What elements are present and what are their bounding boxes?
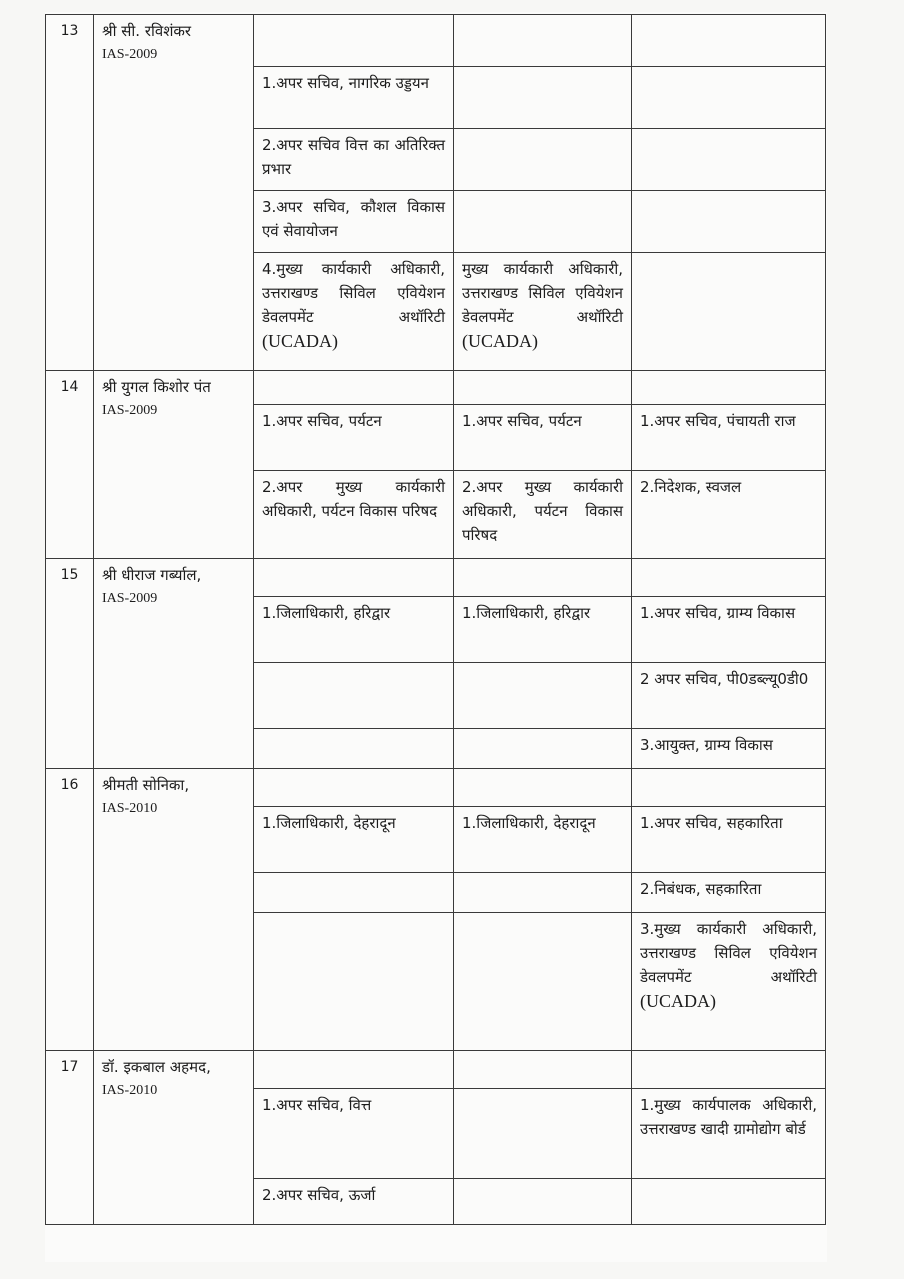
posting-text: 1.अपर सचिव, पर्यटन (262, 412, 382, 430)
current-posting-cell (254, 15, 454, 67)
current-posting-cell (254, 1179, 454, 1225)
new-posting-cell (454, 253, 632, 371)
posting-text: 1.जिलाधिकारी, हरिद्वार (262, 604, 391, 622)
table-row (46, 15, 826, 67)
serial-number-cell: 17 (46, 1051, 94, 1225)
new-posting-cell (454, 597, 632, 663)
posting-text: 3.आयुक्त, ग्राम्य विकास (640, 736, 773, 754)
posting-text: 3.अपर सचिव, कौशल विकास एवं सेवायोजन (262, 198, 445, 240)
posting-text: 1.अपर सचिव, सहकारिता (640, 814, 783, 832)
additional-posting-cell (632, 129, 826, 191)
new-posting-cell (454, 129, 632, 191)
additional-posting-cell (632, 1089, 826, 1179)
new-posting-cell (454, 67, 632, 129)
posting-text: 2 अपर सचिव, पी0डब्ल्यू0डी0 (640, 670, 809, 688)
new-posting-cell (454, 471, 632, 559)
officer-name: डॉ. इकबाल अहमद, (102, 1058, 211, 1076)
new-posting-cell (454, 1179, 632, 1225)
officer-name-cell (94, 1051, 254, 1225)
current-posting-cell (254, 1051, 454, 1089)
serial-number-cell: 14 (46, 371, 94, 559)
additional-posting-cell (632, 807, 826, 873)
posting-text: 1.अपर सचिव, नागरिक उड्डयन (262, 74, 429, 92)
current-posting-cell (254, 253, 454, 371)
additional-posting-cell (632, 15, 826, 67)
current-posting-cell (254, 471, 454, 559)
officer-posting-table (45, 14, 826, 1225)
service-batch: IAS-2010 (102, 1083, 158, 1098)
current-posting-cell (254, 913, 454, 1051)
new-posting-cell (454, 559, 632, 597)
table-row (46, 371, 826, 405)
posting-text: 1.मुख्य कार्यपालक अधिकारी, उत्तराखण्ड खादी ग्रामोद्योग बोर्ड (640, 1096, 817, 1138)
service-batch: IAS-2009 (102, 591, 158, 606)
current-posting-cell (254, 807, 454, 873)
ucada-acronym: (UCADA) (640, 991, 716, 1011)
new-posting-cell (454, 191, 632, 253)
posting-text: 1.अपर सचिव, ग्राम्य विकास (640, 604, 796, 622)
additional-posting-cell (632, 913, 826, 1051)
serial-number-cell: 15 (46, 559, 94, 769)
new-posting-cell (454, 663, 632, 729)
new-posting-cell (454, 371, 632, 405)
table-row (46, 559, 826, 597)
additional-posting-cell (632, 873, 826, 913)
service-batch: IAS-2010 (102, 801, 158, 816)
new-posting-cell (454, 913, 632, 1051)
additional-posting-cell (632, 769, 826, 807)
officer-name: श्री धीराज गर्ब्याल, (102, 566, 202, 584)
posting-text: 2.अपर सचिव वित्त का अतिरिक्त प्रभार (262, 136, 445, 178)
new-posting-cell (454, 1089, 632, 1179)
serial-number-cell: 13 (46, 15, 94, 371)
officer-name-cell (94, 559, 254, 769)
new-posting-cell (454, 807, 632, 873)
posting-text: 2.निबंधक, सहकारिता (640, 880, 762, 898)
new-posting-cell (454, 873, 632, 913)
current-posting-cell (254, 769, 454, 807)
current-posting-cell (254, 663, 454, 729)
current-posting-cell (254, 729, 454, 769)
additional-posting-cell (632, 1051, 826, 1089)
current-posting-cell (254, 1089, 454, 1179)
service-batch: IAS-2009 (102, 403, 158, 418)
posting-text: 2.अपर सचिव, ऊर्जा (262, 1186, 376, 1204)
additional-posting-cell (632, 191, 826, 253)
current-posting-cell (254, 597, 454, 663)
additional-posting-cell (632, 67, 826, 129)
posting-text: 3.मुख्य कार्यकारी अधिकारी, उत्तराखण्ड सिविल एवियेशन डेवलपमेंट अथॉरिटी (640, 920, 817, 986)
additional-posting-cell (632, 559, 826, 597)
officer-name: श्रीमती सोनिका, (102, 776, 190, 794)
officer-name-cell (94, 769, 254, 1051)
new-posting-cell (454, 769, 632, 807)
posting-text: 2.निदेशक, स्वजल (640, 478, 742, 496)
additional-posting-cell (632, 371, 826, 405)
posting-text: 1.अपर सचिव, वित्त (262, 1096, 372, 1114)
service-batch: IAS-2009 (102, 47, 158, 62)
current-posting-cell (254, 559, 454, 597)
additional-posting-cell (632, 663, 826, 729)
posting-text: 1.अपर सचिव, पर्यटन (462, 412, 582, 430)
posting-text: 1.जिलाधिकारी, हरिद्वार (462, 604, 591, 622)
new-posting-cell (454, 1051, 632, 1089)
current-posting-cell (254, 67, 454, 129)
new-posting-cell (454, 729, 632, 769)
current-posting-cell (254, 371, 454, 405)
additional-posting-cell (632, 597, 826, 663)
ucada-acronym: (UCADA) (262, 331, 338, 351)
new-posting-cell (454, 405, 632, 471)
additional-posting-cell (632, 729, 826, 769)
current-posting-cell (254, 405, 454, 471)
officer-name: श्री सी. रविशंकर (102, 22, 192, 40)
additional-posting-cell (632, 471, 826, 559)
table-row (46, 1051, 826, 1089)
serial-number-cell: 16 (46, 769, 94, 1051)
posting-text: 1.जिलाधिकारी, देहरादून (262, 814, 396, 832)
current-posting-cell (254, 873, 454, 913)
posting-text: 1.जिलाधिकारी, देहरादून (462, 814, 596, 832)
current-posting-cell (254, 191, 454, 253)
new-posting-cell (454, 15, 632, 67)
table-row (46, 769, 826, 807)
posting-text: 2.अपर मुख्य कार्यकारी अधिकारी, पर्यटन विकास परिषद (462, 478, 623, 544)
posting-text: 2.अपर मुख्य कार्यकारी अधिकारी, पर्यटन विकास परिषद (262, 478, 445, 520)
additional-posting-cell (632, 405, 826, 471)
posting-text: 4.मुख्य कार्यकारी अधिकारी, उत्तराखण्ड सिविल एवियेशन डेवलपमेंट अथॉरिटी (262, 260, 445, 326)
posting-text: 1.अपर सचिव, पंचायती राज (640, 412, 796, 430)
officer-name: श्री युगल किशोर पंत (102, 378, 211, 396)
posting-text: मुख्य कार्यकारी अधिकारी, उत्तराखण्ड सिविल एवियेशन डेवलपमेंट अथॉरिटी (462, 260, 623, 326)
additional-posting-cell (632, 253, 826, 371)
additional-posting-cell (632, 1179, 826, 1225)
officer-name-cell (94, 371, 254, 559)
officer-name-cell (94, 15, 254, 371)
ucada-acronym: (UCADA) (462, 331, 538, 351)
current-posting-cell (254, 129, 454, 191)
